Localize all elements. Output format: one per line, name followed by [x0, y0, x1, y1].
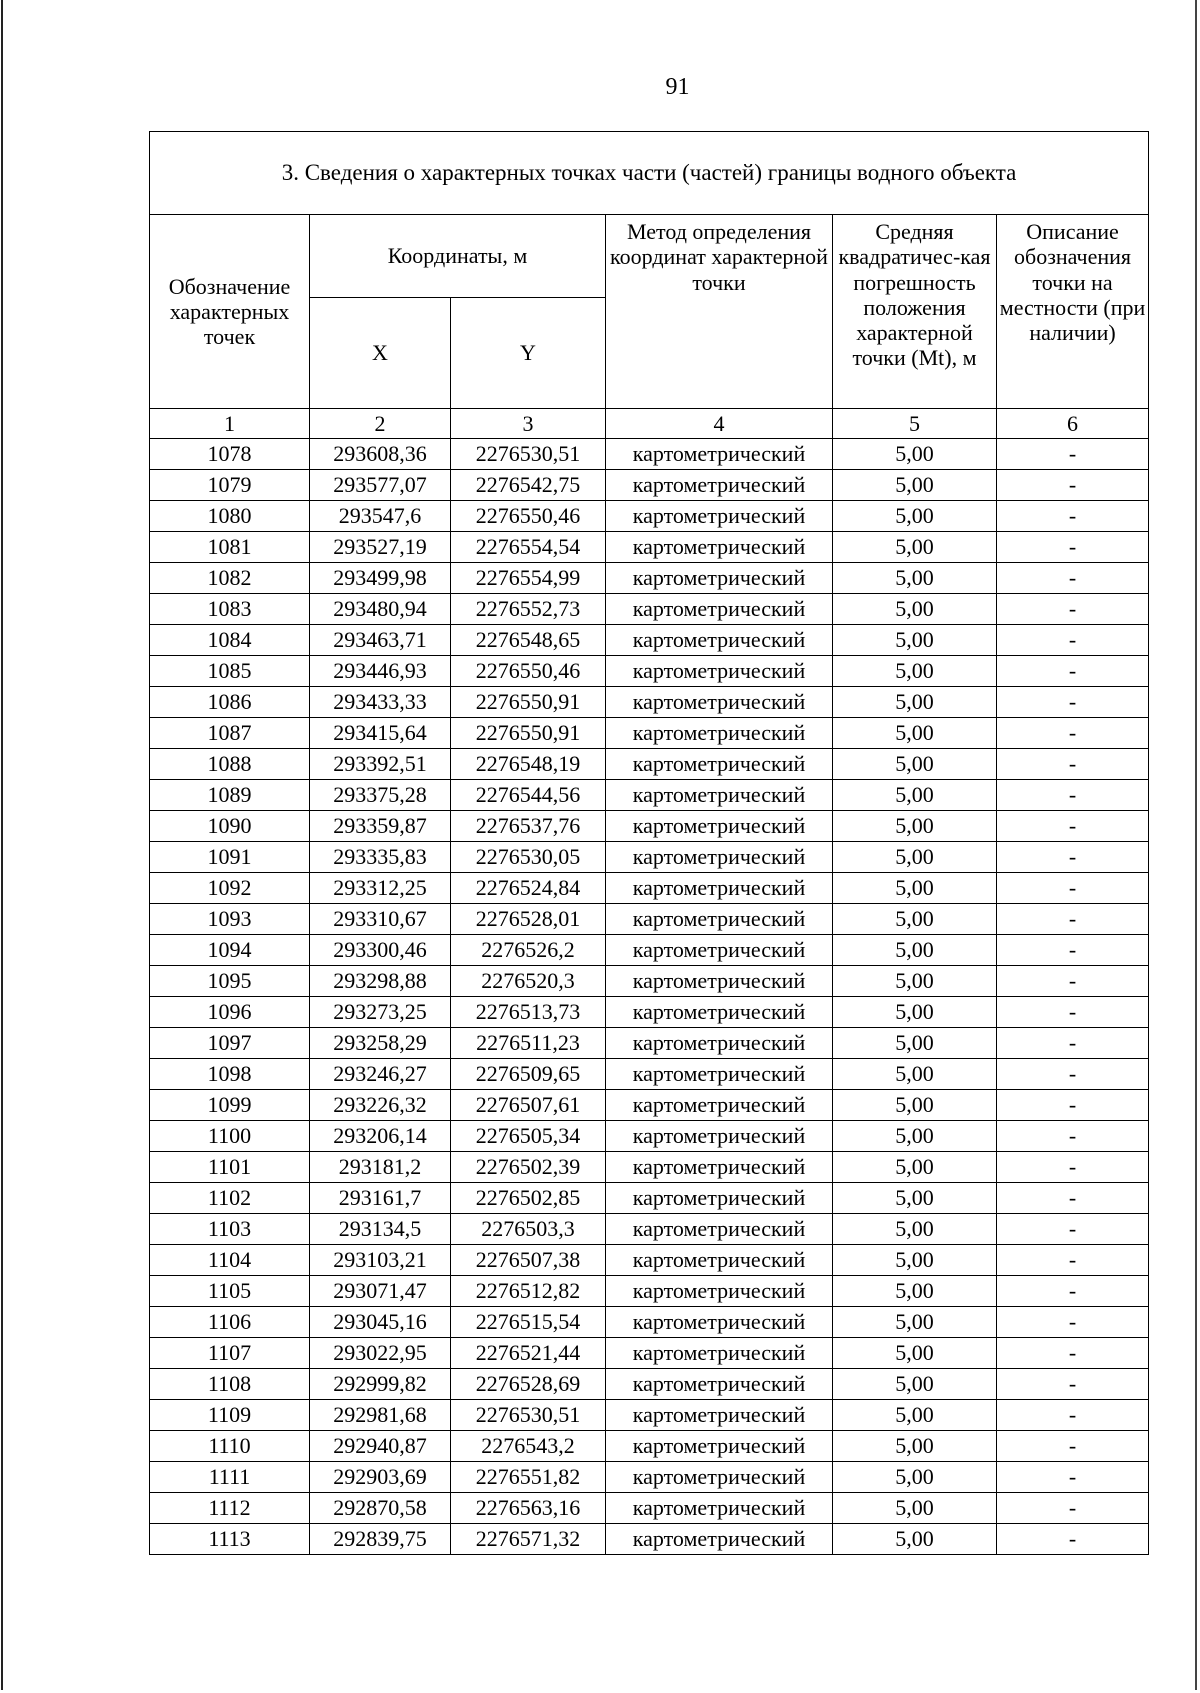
x-coordinate-cell: 293298,88 [310, 966, 451, 997]
x-coordinate-cell: 293300,46 [310, 935, 451, 966]
y-coordinate-cell: 2276521,44 [451, 1338, 606, 1369]
x-coordinate-cell: 293480,94 [310, 594, 451, 625]
y-coordinate-cell: 2276512,82 [451, 1276, 606, 1307]
error-cell: 5,00 [833, 873, 997, 904]
table-row [150, 594, 1149, 625]
table-row [150, 842, 1149, 873]
method-cell: картометрический [606, 1431, 833, 1462]
error-cell: 5,00 [833, 625, 997, 656]
error-cell: 5,00 [833, 1462, 997, 1493]
y-coordinate-cell: 2276526,2 [451, 935, 606, 966]
method-cell: картометрический [606, 811, 833, 842]
error-cell: 5,00 [833, 718, 997, 749]
x-coordinate-cell: 293527,19 [310, 532, 451, 563]
y-coordinate-cell: 2276530,51 [451, 439, 606, 470]
point-designation-cell: 1112 [150, 1493, 310, 1524]
y-coordinate-cell: 2276551,82 [451, 1462, 606, 1493]
header-point-designation-label: Обозначение характерных точек [168, 273, 291, 350]
error-cell: 5,00 [833, 811, 997, 842]
table-row [150, 439, 1149, 470]
point-designation-cell: 1081 [150, 532, 310, 563]
method-cell: картометрический [606, 470, 833, 501]
y-coordinate-cell: 2276554,99 [451, 563, 606, 594]
method-cell: картометрический [606, 997, 833, 1028]
table-row [150, 532, 1149, 563]
point-designation-cell: 1089 [150, 780, 310, 811]
description-cell: - [997, 1493, 1149, 1524]
y-coordinate-cell: 2276509,65 [451, 1059, 606, 1090]
description-cell: - [997, 594, 1149, 625]
method-cell: картометрический [606, 873, 833, 904]
error-cell: 5,00 [833, 656, 997, 687]
method-cell: картометрический [606, 718, 833, 749]
table-header [150, 132, 1149, 439]
y-coordinate-cell: 2276528,69 [451, 1369, 606, 1400]
point-designation-cell: 1107 [150, 1338, 310, 1369]
error-cell: 5,00 [833, 563, 997, 594]
error-cell: 5,00 [833, 904, 997, 935]
point-designation-cell: 1094 [150, 935, 310, 966]
point-designation-cell: 1084 [150, 625, 310, 656]
point-designation-cell: 1086 [150, 687, 310, 718]
point-designation-cell: 1101 [150, 1152, 310, 1183]
description-cell: - [997, 1183, 1149, 1214]
table-row [150, 656, 1149, 687]
point-designation-cell: 1096 [150, 997, 310, 1028]
error-cell: 5,00 [833, 470, 997, 501]
column-number: 5 [833, 409, 997, 439]
error-cell: 5,00 [833, 1400, 997, 1431]
error-cell: 5,00 [833, 532, 997, 563]
point-designation-cell: 1091 [150, 842, 310, 873]
column-number: 2 [310, 409, 451, 439]
point-designation-cell: 1082 [150, 563, 310, 594]
description-cell: - [997, 1028, 1149, 1059]
table-row [150, 1028, 1149, 1059]
y-coordinate-cell: 2276505,34 [451, 1121, 606, 1152]
x-coordinate-cell: 293312,25 [310, 873, 451, 904]
error-cell: 5,00 [833, 1059, 997, 1090]
point-designation-cell: 1097 [150, 1028, 310, 1059]
description-cell: - [997, 1121, 1149, 1152]
error-cell: 5,00 [833, 1245, 997, 1276]
x-coordinate-cell: 293463,71 [310, 625, 451, 656]
x-coordinate-cell: 293258,29 [310, 1028, 451, 1059]
method-cell: картометрический [606, 656, 833, 687]
method-cell: картометрический [606, 1183, 833, 1214]
description-cell: - [997, 873, 1149, 904]
column-number: 3 [451, 409, 606, 439]
method-cell: картометрический [606, 563, 833, 594]
table-row [150, 625, 1149, 656]
y-coordinate-cell: 2276515,54 [451, 1307, 606, 1338]
method-cell: картометрический [606, 501, 833, 532]
description-cell: - [997, 439, 1149, 470]
column-number: 4 [606, 409, 833, 439]
point-designation-cell: 1113 [150, 1524, 310, 1555]
error-cell: 5,00 [833, 1121, 997, 1152]
table-row [150, 718, 1149, 749]
table-row [150, 1493, 1149, 1524]
method-cell: картометрический [606, 594, 833, 625]
description-cell: - [997, 656, 1149, 687]
method-cell: картометрический [606, 904, 833, 935]
error-cell: 5,00 [833, 1152, 997, 1183]
point-designation-cell: 1093 [150, 904, 310, 935]
error-cell: 5,00 [833, 935, 997, 966]
y-coordinate-cell: 2276511,23 [451, 1028, 606, 1059]
table-row [150, 1214, 1149, 1245]
method-cell: картометрический [606, 439, 833, 470]
error-cell: 5,00 [833, 1338, 997, 1369]
x-coordinate-cell: 292981,68 [310, 1400, 451, 1431]
header-point-designation [150, 215, 310, 409]
table-row [150, 873, 1149, 904]
description-cell: - [997, 904, 1149, 935]
table-row [150, 1245, 1149, 1276]
x-coordinate-cell: 293022,95 [310, 1338, 451, 1369]
point-designation-cell: 1108 [150, 1369, 310, 1400]
error-cell: 5,00 [833, 1090, 997, 1121]
table-row [150, 563, 1149, 594]
table-row [150, 780, 1149, 811]
header-y: Y [451, 298, 606, 409]
method-cell: картометрический [606, 1369, 833, 1400]
point-designation-cell: 1106 [150, 1307, 310, 1338]
description-cell: - [997, 1307, 1149, 1338]
error-cell: 5,00 [833, 966, 997, 997]
description-cell: - [997, 842, 1149, 873]
table-row [150, 1462, 1149, 1493]
description-cell: - [997, 780, 1149, 811]
point-designation-cell: 1111 [150, 1462, 310, 1493]
point-designation-cell: 1087 [150, 718, 310, 749]
x-coordinate-cell: 293246,27 [310, 1059, 451, 1090]
error-cell: 5,00 [833, 1214, 997, 1245]
description-cell: - [997, 532, 1149, 563]
method-cell: картометрический [606, 1152, 833, 1183]
header-method [606, 215, 833, 409]
description-cell: - [997, 470, 1149, 501]
y-coordinate-cell: 2276502,39 [451, 1152, 606, 1183]
header-x: X [310, 298, 451, 409]
error-cell: 5,00 [833, 1493, 997, 1524]
table-row [150, 1431, 1149, 1462]
method-cell: картометрический [606, 1090, 833, 1121]
x-coordinate-cell: 293499,98 [310, 563, 451, 594]
y-coordinate-cell: 2276537,76 [451, 811, 606, 842]
x-coordinate-cell: 292903,69 [310, 1462, 451, 1493]
table-row [150, 1152, 1149, 1183]
description-cell: - [997, 563, 1149, 594]
x-coordinate-cell: 293273,25 [310, 997, 451, 1028]
table-row [150, 1276, 1149, 1307]
table-row [150, 1059, 1149, 1090]
x-coordinate-cell: 293161,7 [310, 1183, 451, 1214]
description-cell: - [997, 1369, 1149, 1400]
y-coordinate-cell: 2276554,54 [451, 532, 606, 563]
y-coordinate-cell: 2276550,91 [451, 718, 606, 749]
description-cell: - [997, 1431, 1149, 1462]
y-coordinate-cell: 2276513,73 [451, 997, 606, 1028]
y-coordinate-cell: 2276524,84 [451, 873, 606, 904]
y-coordinate-cell: 2276542,75 [451, 470, 606, 501]
method-cell: картометрический [606, 1059, 833, 1090]
method-cell: картометрический [606, 1462, 833, 1493]
x-coordinate-cell: 293608,36 [310, 439, 451, 470]
point-designation-cell: 1085 [150, 656, 310, 687]
error-cell: 5,00 [833, 687, 997, 718]
y-coordinate-cell: 2276530,05 [451, 842, 606, 873]
table-row [150, 1338, 1149, 1369]
description-cell: - [997, 966, 1149, 997]
method-cell: картометрический [606, 532, 833, 563]
y-coordinate-cell: 2276502,85 [451, 1183, 606, 1214]
table-row [150, 1400, 1149, 1431]
point-designation-cell: 1078 [150, 439, 310, 470]
y-coordinate-cell: 2276563,16 [451, 1493, 606, 1524]
method-cell: картометрический [606, 1245, 833, 1276]
header-description-label: Описание обозначения точки на местности (при наличии) [999, 219, 1146, 346]
point-designation-cell: 1102 [150, 1183, 310, 1214]
method-cell: картометрический [606, 1276, 833, 1307]
description-cell: - [997, 1245, 1149, 1276]
point-designation-cell: 1110 [150, 1431, 310, 1462]
method-cell: картометрический [606, 1400, 833, 1431]
error-cell: 5,00 [833, 501, 997, 532]
description-cell: - [997, 749, 1149, 780]
error-cell: 5,00 [833, 1369, 997, 1400]
method-cell: картометрический [606, 687, 833, 718]
y-coordinate-cell: 2276550,91 [451, 687, 606, 718]
error-cell: 5,00 [833, 780, 997, 811]
point-designation-cell: 1104 [150, 1245, 310, 1276]
x-coordinate-cell: 292999,82 [310, 1369, 451, 1400]
x-coordinate-cell: 292940,87 [310, 1431, 451, 1462]
x-coordinate-cell: 293577,07 [310, 470, 451, 501]
table-row [150, 1307, 1149, 1338]
table-row [150, 997, 1149, 1028]
header-description [997, 215, 1149, 409]
characteristic-points-table [149, 131, 1149, 1555]
table-row [150, 687, 1149, 718]
y-coordinate-cell: 2276528,01 [451, 904, 606, 935]
x-coordinate-cell: 293547,6 [310, 501, 451, 532]
point-designation-cell: 1103 [150, 1214, 310, 1245]
table-row [150, 1369, 1149, 1400]
error-cell: 5,00 [833, 1431, 997, 1462]
header-error [833, 215, 997, 409]
point-designation-cell: 1095 [150, 966, 310, 997]
point-designation-cell: 1088 [150, 749, 310, 780]
point-designation-cell: 1079 [150, 470, 310, 501]
y-coordinate-cell: 2276530,51 [451, 1400, 606, 1431]
y-coordinate-cell: 2276550,46 [451, 656, 606, 687]
method-cell: картометрический [606, 1121, 833, 1152]
description-cell: - [997, 1400, 1149, 1431]
y-coordinate-cell: 2276552,73 [451, 594, 606, 625]
point-designation-cell: 1092 [150, 873, 310, 904]
table-row [150, 966, 1149, 997]
method-cell: картометрический [606, 1028, 833, 1059]
error-cell: 5,00 [833, 1028, 997, 1059]
description-cell: - [997, 1338, 1149, 1369]
x-coordinate-cell: 293415,64 [310, 718, 451, 749]
point-designation-cell: 1098 [150, 1059, 310, 1090]
y-coordinate-cell: 2276503,3 [451, 1214, 606, 1245]
header-error-label: Средняя квадратичес-кая погрешность положения характерной точки (Mt), м [838, 219, 991, 371]
header-coordinates: Координаты, м [310, 215, 606, 298]
description-cell: - [997, 687, 1149, 718]
error-cell: 5,00 [833, 1276, 997, 1307]
y-coordinate-cell: 2276548,19 [451, 749, 606, 780]
x-coordinate-cell: 292839,75 [310, 1524, 451, 1555]
column-number-row [150, 409, 1149, 439]
column-number: 1 [150, 409, 310, 439]
x-coordinate-cell: 293392,51 [310, 749, 451, 780]
y-coordinate-cell: 2276544,56 [451, 780, 606, 811]
method-cell: картометрический [606, 1493, 833, 1524]
point-designation-cell: 1109 [150, 1400, 310, 1431]
y-coordinate-cell: 2276550,46 [451, 501, 606, 532]
x-coordinate-cell: 293045,16 [310, 1307, 451, 1338]
description-cell: - [997, 1090, 1149, 1121]
method-cell: картометрический [606, 1524, 833, 1555]
x-coordinate-cell: 293071,47 [310, 1276, 451, 1307]
page-number: 91 [665, 74, 690, 100]
description-cell: - [997, 625, 1149, 656]
method-cell: картометрический [606, 1214, 833, 1245]
error-cell: 5,00 [833, 1307, 997, 1338]
method-cell: картометрический [606, 1307, 833, 1338]
method-cell: картометрический [606, 966, 833, 997]
x-coordinate-cell: 293433,33 [310, 687, 451, 718]
y-coordinate-cell: 2276548,65 [451, 625, 606, 656]
x-coordinate-cell: 292870,58 [310, 1493, 451, 1524]
description-cell: - [997, 1524, 1149, 1555]
table-row [150, 470, 1149, 501]
table-row [150, 1524, 1149, 1555]
table-row [150, 749, 1149, 780]
method-cell: картометрический [606, 1338, 833, 1369]
table-row [150, 1183, 1149, 1214]
point-designation-cell: 1100 [150, 1121, 310, 1152]
error-cell: 5,00 [833, 1524, 997, 1555]
x-coordinate-cell: 293375,28 [310, 780, 451, 811]
point-designation-cell: 1080 [150, 501, 310, 532]
description-cell: - [997, 1152, 1149, 1183]
error-cell: 5,00 [833, 749, 997, 780]
table-body [150, 439, 1149, 1555]
x-coordinate-cell: 293310,67 [310, 904, 451, 935]
x-coordinate-cell: 293206,14 [310, 1121, 451, 1152]
error-cell: 5,00 [833, 842, 997, 873]
column-number: 6 [997, 409, 1149, 439]
x-coordinate-cell: 293134,5 [310, 1214, 451, 1245]
y-coordinate-cell: 2276507,61 [451, 1090, 606, 1121]
error-cell: 5,00 [833, 1183, 997, 1214]
x-coordinate-cell: 293226,32 [310, 1090, 451, 1121]
point-designation-cell: 1083 [150, 594, 310, 625]
x-coordinate-cell: 293446,93 [310, 656, 451, 687]
table-row [150, 811, 1149, 842]
table-row [150, 904, 1149, 935]
point-designation-cell: 1099 [150, 1090, 310, 1121]
table-row [150, 501, 1149, 532]
x-coordinate-cell: 293359,87 [310, 811, 451, 842]
method-cell: картометрический [606, 780, 833, 811]
method-cell: картометрический [606, 842, 833, 873]
error-cell: 5,00 [833, 594, 997, 625]
x-coordinate-cell: 293181,2 [310, 1152, 451, 1183]
header-method-label: Метод определения координат характерной точки [610, 219, 828, 295]
method-cell: картометрический [606, 935, 833, 966]
description-cell: - [997, 718, 1149, 749]
description-cell: - [997, 501, 1149, 532]
description-cell: - [997, 1276, 1149, 1307]
table-row [150, 1121, 1149, 1152]
table-title: 3. Сведения о характерных точках части (частей) границы водного объекта [150, 132, 1149, 215]
x-coordinate-cell: 293335,83 [310, 842, 451, 873]
description-cell: - [997, 811, 1149, 842]
error-cell: 5,00 [833, 997, 997, 1028]
table-row [150, 935, 1149, 966]
point-designation-cell: 1105 [150, 1276, 310, 1307]
x-coordinate-cell: 293103,21 [310, 1245, 451, 1276]
description-cell: - [997, 997, 1149, 1028]
y-coordinate-cell: 2276543,2 [451, 1431, 606, 1462]
description-cell: - [997, 1462, 1149, 1493]
method-cell: картометрический [606, 749, 833, 780]
description-cell: - [997, 1059, 1149, 1090]
method-cell: картометрический [606, 625, 833, 656]
y-coordinate-cell: 2276520,3 [451, 966, 606, 997]
description-cell: - [997, 935, 1149, 966]
y-coordinate-cell: 2276507,38 [451, 1245, 606, 1276]
table-row [150, 1090, 1149, 1121]
error-cell: 5,00 [833, 439, 997, 470]
description-cell: - [997, 1214, 1149, 1245]
point-designation-cell: 1090 [150, 811, 310, 842]
y-coordinate-cell: 2276571,32 [451, 1524, 606, 1555]
